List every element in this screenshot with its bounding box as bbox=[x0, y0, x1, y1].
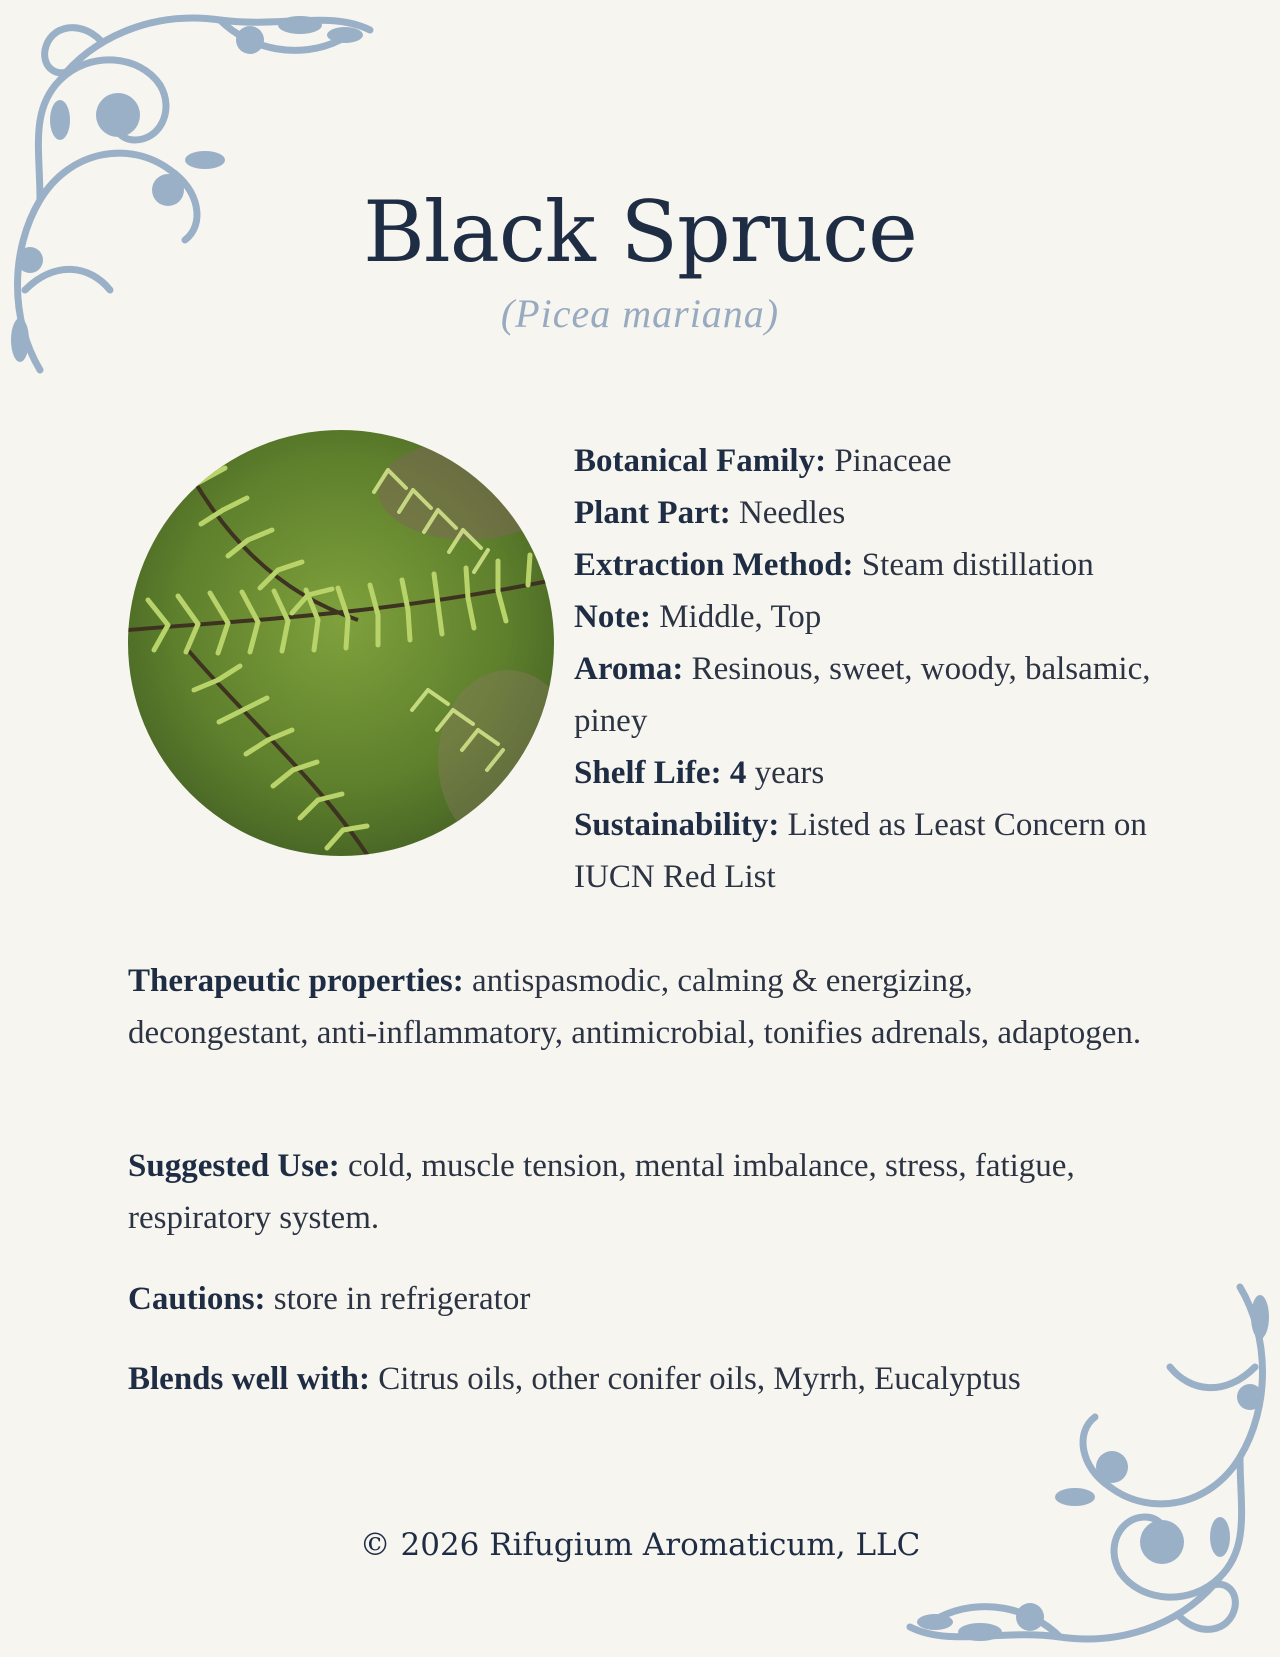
fact-sustainability bbox=[574, 799, 1214, 903]
fact-botanical-family bbox=[574, 435, 1214, 487]
botanical-name: (Picea mariana) bbox=[500, 291, 780, 336]
fact-plant-part bbox=[574, 487, 1214, 539]
section-label: Cautions: bbox=[128, 1281, 266, 1317]
section-label: Blends well with: bbox=[128, 1361, 371, 1397]
fact-value: Pinaceae bbox=[834, 443, 952, 479]
section-label: Therapeutic properties: bbox=[128, 963, 464, 999]
fact-value: Listed as Least Concern on IUCN Red List bbox=[574, 807, 1147, 895]
fact-label: Extraction Method: bbox=[574, 547, 854, 583]
fact-value: years bbox=[754, 755, 825, 791]
fact-value: Steam distillation bbox=[861, 547, 1094, 583]
fact-value: Middle, Top bbox=[659, 599, 822, 635]
fact-shelf-life bbox=[574, 747, 1214, 799]
black-spruce-needles-photo bbox=[128, 430, 554, 856]
page-title: Black Spruce bbox=[363, 183, 917, 281]
fact-label: Note: bbox=[574, 599, 651, 635]
fact-label: Sustainability: bbox=[574, 807, 780, 843]
fact-label: Shelf Life: bbox=[574, 755, 722, 791]
fact-label: Aroma: bbox=[574, 651, 684, 687]
fact-value: Resinous, sweet, woody, balsamic, piney bbox=[574, 651, 1151, 739]
fact-label: Plant Part: bbox=[574, 495, 731, 531]
suggested-use bbox=[128, 1140, 1148, 1244]
section-value: store in refrigerator bbox=[273, 1281, 531, 1317]
fact-value: Needles bbox=[738, 495, 846, 531]
fact-aroma bbox=[574, 643, 1214, 747]
therapeutic-properties bbox=[128, 955, 1148, 1059]
section-value: cold, muscle tension, mental imbalance, stress, fatigue, respiratory system. bbox=[128, 1148, 1075, 1236]
fact-value-number: 4 bbox=[729, 755, 747, 791]
blends-well-with bbox=[128, 1353, 1148, 1405]
fact-note bbox=[574, 591, 1214, 643]
fact-extraction-method bbox=[574, 539, 1214, 591]
section-value: antispasmodic, calming & energizing, decongestant, anti-inflammatory, antimicrobial, tonifies adrenals, adaptogen. bbox=[128, 963, 1142, 1051]
essential-oil-facts bbox=[574, 435, 1214, 903]
section-value: Citrus oils, other conifer oils, Myrrh, Eucalyptus bbox=[378, 1361, 1021, 1397]
cautions bbox=[128, 1273, 1148, 1325]
floral-corner-ornament-bottom-right bbox=[890, 1277, 1280, 1657]
fact-label: Botanical Family: bbox=[574, 443, 827, 479]
copyright-footer: © 2026 Rifugium Aromaticum, LLC bbox=[359, 1527, 921, 1563]
section-label: Suggested Use: bbox=[128, 1148, 340, 1184]
